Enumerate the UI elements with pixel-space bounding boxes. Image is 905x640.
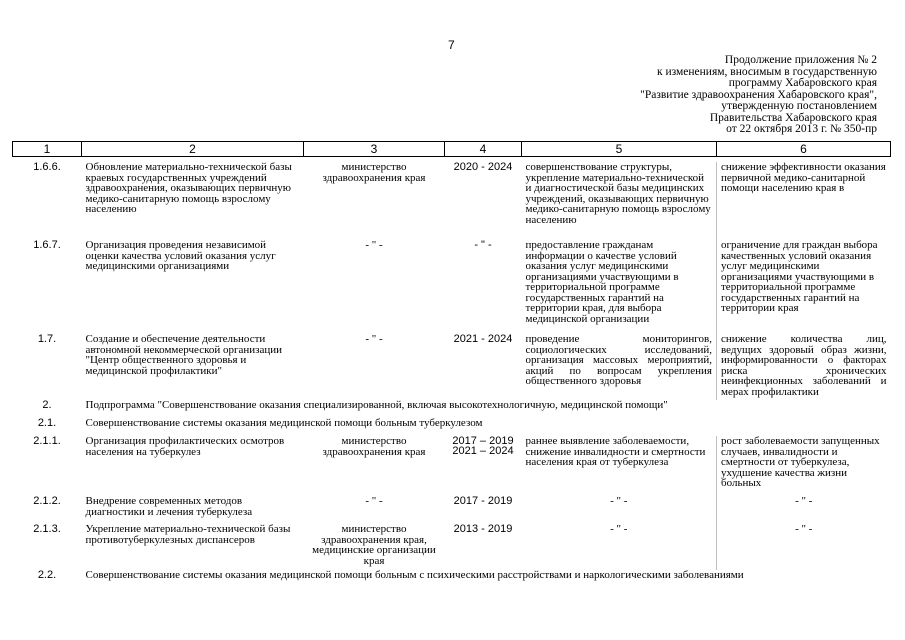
row-number: 2. xyxy=(42,399,52,411)
section-title: Совершенствование системы оказания медицинской помощи больным с психическими расстройствами и наркологическими заболеваниями xyxy=(85,569,744,581)
header-line: утвержденную постановлением xyxy=(721,100,877,112)
years: 2013 - 2019 xyxy=(453,523,513,535)
expected-result: - " - xyxy=(610,523,628,535)
column-number-row xyxy=(13,142,891,157)
column-header: 1 xyxy=(13,142,82,157)
measure-name: Внедрение современных методов диагностики и лечения туберкулеза xyxy=(85,495,253,518)
measure-name: Укрепление материально-технической базы противотуберкулезных диспансеров xyxy=(85,523,291,546)
row-number: 2.1.3. xyxy=(33,523,61,535)
executor: министерство здравоохранения края, медицинские организации края xyxy=(312,523,436,567)
column-header: 3 xyxy=(304,142,445,157)
years: 2017 – 2019 2021 – 2024 xyxy=(452,435,514,457)
years: 2020 - 2024 xyxy=(453,161,513,173)
section-row xyxy=(13,570,891,586)
table-row xyxy=(13,162,891,240)
header-line: от 22 октября 2013 г. № 350-пр xyxy=(726,123,877,135)
executor: - " - xyxy=(365,239,383,251)
executor: министерство здравоохранения края xyxy=(322,435,426,458)
risk: рост заболеваемости запущенных случаев, инвалидности и смертности от туберкулеза, ухудшение качества жизни больных xyxy=(717,436,891,496)
column-header: 6 xyxy=(717,142,891,157)
header-line: Продолжение приложения № 2 xyxy=(724,54,877,66)
table-row xyxy=(13,436,891,496)
risk: ограничение для граждан выбора качественных условий оказания услуг медицинскими организациями участвующими в территориальной программе государственных гарантий на территории края xyxy=(717,240,891,334)
risk: - " - xyxy=(717,496,891,524)
executor: министерство здравоохранения края xyxy=(322,161,426,184)
measure-name: Создание и обеспечение деятельности автономной некоммерческой организации "Центр общественного здоровья и медицинской профилактики" xyxy=(85,333,283,377)
measure-name: Организация проведения независимой оценки качества условий оказания услуг медицинскими организациями xyxy=(85,239,276,272)
row-number: 1.6.7. xyxy=(33,239,61,251)
subprogram-title: Подпрограмма "Совершенствование оказания специализированной, включая высокотехнологичную, медицинской помощи" xyxy=(85,399,668,411)
page-number: 7 xyxy=(448,38,455,52)
measures-table xyxy=(12,141,891,586)
section-row xyxy=(13,418,891,436)
risk: снижение количества лиц, ведущих здоровый образ жизни, информированности о факторах риска хронических неинфекционных заболеваний и мерах профилактики xyxy=(717,334,891,400)
table-row xyxy=(13,334,891,400)
header-line: "Развитие здравоохранения Хабаровского края", xyxy=(640,88,877,101)
column-header: 5 xyxy=(522,142,717,157)
measure-name: Обновление материально-технической базы краевых государственных учреждений здравоохранения, оказывающих первичную медико-санитарную помощь взрослому населению xyxy=(85,161,292,215)
row-number: 2.1. xyxy=(37,417,57,429)
expected-result: - " - xyxy=(610,495,628,507)
row-number: 1.6.6. xyxy=(33,161,61,173)
years: - " - xyxy=(474,239,492,251)
table-row xyxy=(13,240,891,334)
subprogram-row xyxy=(13,400,891,418)
executor: - " - xyxy=(365,495,383,507)
risk: снижение эффективности оказания первичной медико-санитарной помощи населению края в xyxy=(717,162,891,240)
row-number: 2.1.2. xyxy=(33,495,61,507)
row-number: 2.1.1. xyxy=(33,435,61,447)
expected-result: предоставление гражданам информации о качестве условий оказания услуг медицинскими организациями участвующими в территориальной программе государственных гарантий на территории края, для выбора медицинской организации xyxy=(525,239,679,325)
executor: - " - xyxy=(365,333,383,345)
expected-result: проведение мониторингов, социологических исследований, организация массовых мероприятий, акций по вопросам укрепления общественного здоровья xyxy=(525,333,712,387)
row-number: 2.2. xyxy=(37,569,57,581)
expected-result: раннее выявление заболеваемости, снижение инвалидности и смертности населения края от туберкулеза xyxy=(525,435,706,468)
measure-name: Организация профилактических осмотров населения на туберкулез xyxy=(85,435,285,458)
years: 2021 - 2024 xyxy=(453,333,513,345)
years: 2017 - 2019 xyxy=(453,495,513,507)
header-line: Правительства Хабаровского края xyxy=(709,111,877,124)
column-header: 4 xyxy=(445,142,522,157)
header-line: к изменениям, вносимым в государственную xyxy=(657,65,877,78)
section-title: Совершенствование системы оказания медицинской помощи больным туберкулезом xyxy=(85,417,483,429)
column-header: 2 xyxy=(82,142,304,157)
table-row xyxy=(13,496,891,524)
expected-result: совершенствование структуры, укрепление материально-технической и диагностической базы медицинских учреждений, оказывающих первичную медико-санитарную помощь взрослому населению xyxy=(525,161,711,226)
table-row xyxy=(13,524,891,570)
appendix-header xyxy=(577,55,877,136)
row-number: 1.7. xyxy=(37,333,57,345)
header-line: программу Хабаровского края xyxy=(728,77,877,89)
risk: - " - xyxy=(717,524,891,570)
